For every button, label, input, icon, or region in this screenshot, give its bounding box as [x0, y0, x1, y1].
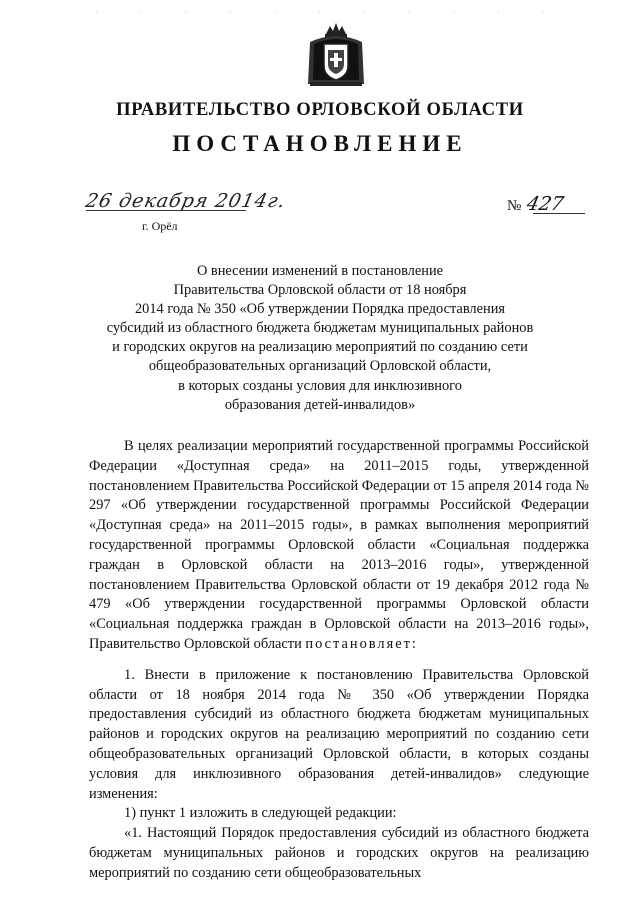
organization-name: ПРАВИТЕЛЬСТВО ОРЛОВСКОЙ ОБЛАСТИ [116, 100, 524, 120]
number-label: № [507, 198, 522, 214]
title-line: общеобразовательных организаций Орловской области, [148, 358, 492, 375]
number-handwritten: 427 [524, 193, 566, 215]
date-handwritten: 26 декабря 2014г. [83, 190, 288, 212]
document-title [90, 262, 550, 415]
scan-marks: · · · · · · · · · · · [95, 8, 565, 17]
city: г. Орёл [142, 219, 178, 233]
preamble-end: Правительство Орловской области [89, 635, 302, 652]
title-line: О внесении изменений в постановление [196, 263, 444, 279]
title-line: и городских округов на реализацию мероприятий по созданию сети [112, 339, 528, 356]
title-line: Правительства Орловской области от 18 ноября [173, 282, 467, 299]
number-underline [533, 213, 585, 214]
quote-paragraph: «1. Настоящий Порядок предоставления субсидий из областного бюджета бюджетам муниципальных районов и городских округов на реализацию мероприятий по созданию сети общеобразовательных [89, 825, 589, 881]
decree-word: постановляет: [305, 635, 418, 652]
coat-of-arms-icon [304, 20, 368, 90]
date-underline [86, 210, 246, 211]
document-number [507, 193, 564, 215]
subitem-1-paragraph: 1) пункт 1 изложить в следующей редакции: [124, 805, 397, 822]
title-line: субсидий из областного бюджета бюджетам муниципальных районов [106, 320, 534, 337]
item-1-paragraph: 1. Внести в приложение к постановлению Правительства Орловской области от 18 ноября 2014 года № 350 «Об утверждении Порядка предоставления субсидий из областного бюджета бюджетам муниципальных районов и городских округов на реализацию мероприятий по созданию сети общеобразовательных организаций Орловской области, в которых созданы условия для инклюзивного образования детей-инвалидов» следующие изменения: [89, 666, 589, 802]
title-line: в которых созданы условия для инклюзивного [178, 377, 462, 394]
preamble-paragraph [89, 437, 589, 655]
title-line: 2014 года № 350 «Об утверждении Порядка предоставления [134, 301, 506, 318]
preamble-text: В целях реализации мероприятий государственной программы Российской Федерации «Доступная среда» на 2011–2015 годы, утвержденной постановлением Правительства Российской Федерации от 15 апреля 2014 года № 297 «Об утверждении государственной программы Российской Федерации «Доступная среда» на 2011–2015 годы», в рамках выполнения мероприятий государственной программы Орловской области «Социальная поддержка граждан в Орловской области на 2013–2016 годы», утвержденной постановлением Правительства Орловской области от 19 декабря 2012 года № 479 «Об утверждении государственной программы Орловской области «Социальная поддержка граждан в Орловской области на 2013–2016 годы», [89, 438, 589, 633]
document-body [89, 437, 589, 884]
title-line: образования детей-инвалидов» [224, 396, 416, 413]
document-type: ПОСТАНОВЛЕНИЕ [172, 131, 468, 156]
